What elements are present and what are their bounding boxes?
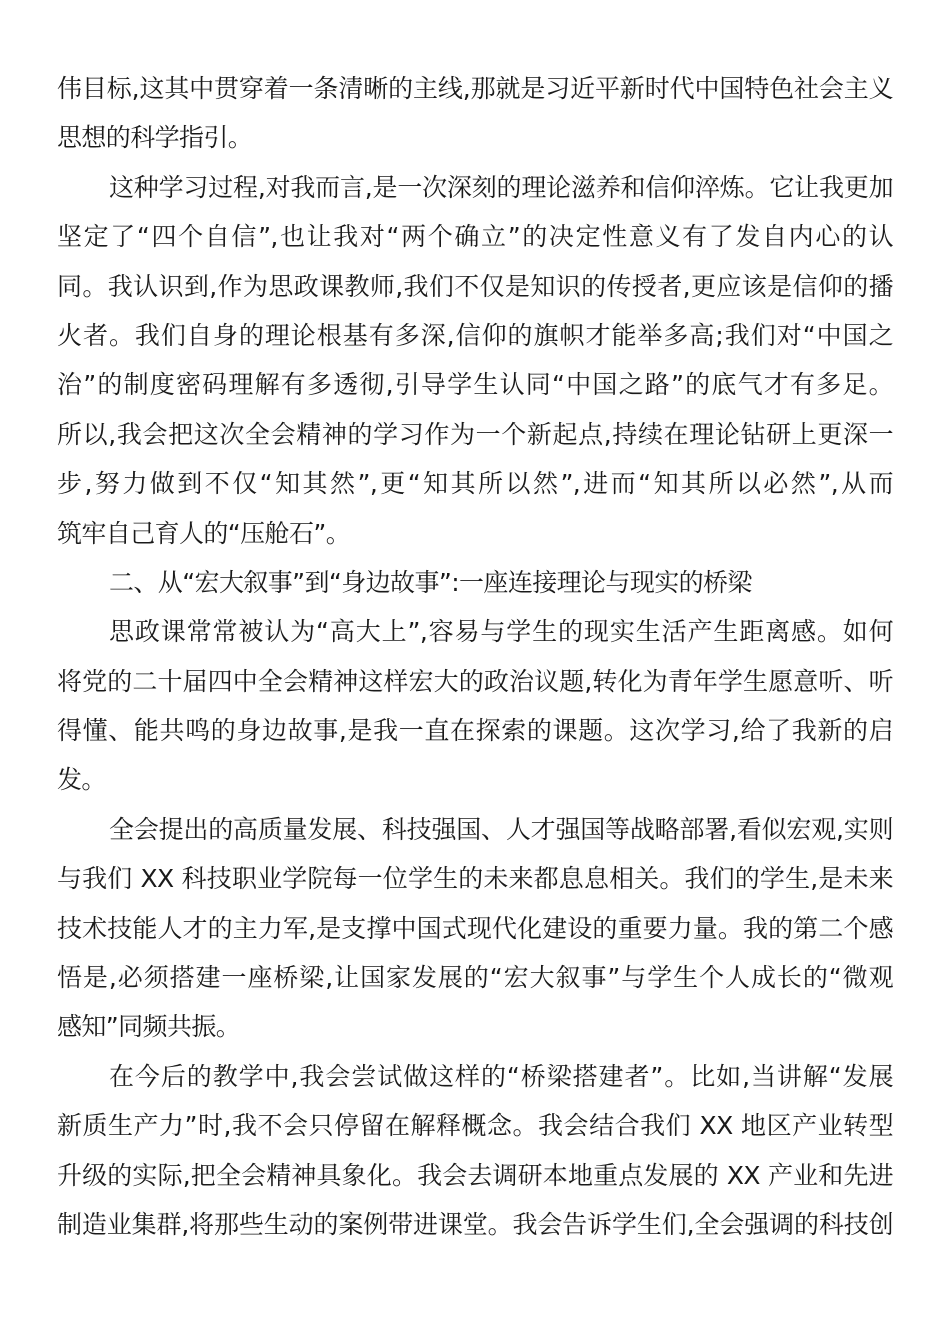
- text-line: 思政课常常被认为“高大上”,容易与学生的现实生活产生距离感。如何: [109, 617, 893, 647]
- text-line: 伟目标,这其中贯穿着一条清晰的主线,那就是习近平新时代中国特色社会主义: [57, 74, 893, 103]
- text-line: 得懂、能共鸣的身边故事,是我一直在探索的课题。这次学习,给了我新的启: [57, 716, 893, 746]
- paragraph-continuation: [57, 64, 893, 163]
- text-line: 治”的制度密码理解有多透彻,引导学生认同“中国之路”的底气才有多足。: [57, 370, 893, 400]
- text-line: 制造业集群,将那些生动的案例带进课堂。我会告诉学生们,全会强调的科技创: [57, 1209, 893, 1239]
- text-line: 感知”同频共振。: [57, 1012, 241, 1042]
- paragraph-distance: [57, 607, 893, 805]
- text-line: 技术技能人才的主力军,是支撑中国式现代化建设的重要力量。我的第二个感: [57, 913, 893, 943]
- text-line: 步,努力做到不仅“知其然”,更“知其所以然”,进而“知其所以必然”,从而: [57, 469, 893, 499]
- text-line: 将党的二十届四中全会精神这样宏大的政治议题,转化为青年学生愿意听、听: [57, 666, 893, 696]
- text-line: 思想的科学指引。: [57, 123, 253, 153]
- text-line: 坚定了“四个自信”,也让我对“两个确立”的决定性意义有了发自内心的认: [57, 222, 893, 252]
- paragraph-theory-study: [57, 163, 893, 558]
- text-line: 全会提出的高质量发展、科技强国、人才强国等战略部署,看似宏观,实则: [109, 814, 893, 844]
- text-line: 升级的实际,把全会精神具象化。我会去调研本地重点发展的 XX 产业和先进: [57, 1160, 893, 1190]
- document-page: [57, 64, 893, 1249]
- text-line: 悟是,必须搭建一座桥梁,让国家发展的“宏大叙事”与学生个人成长的“微观: [57, 963, 893, 993]
- text-line: 筑牢自己育人的“压舱石”。: [57, 518, 351, 548]
- text-line: 火者。我们自身的理论根基有多深,信仰的旗帜才能举多高;我们对“中国之: [57, 320, 893, 350]
- text-line: 所以,我会把这次全会精神的学习作为一个新起点,持续在理论钻研上更深一: [57, 419, 893, 449]
- text-line: 这种学习过程,对我而言,是一次深刻的理论滋养和信仰淬炼。它让我更加: [109, 172, 893, 202]
- text-line: 同。我认识到,作为思政课教师,我们不仅是知识的传授者,更应该是信仰的播: [57, 271, 893, 301]
- text-line: 在今后的教学中,我会尝试做这样的“桥梁搭建者”。比如,当讲解“发展: [109, 1061, 893, 1091]
- text-line: 新质生产力”时,我不会只停留在解释概念。我会结合我们 XX 地区产业转型: [57, 1111, 893, 1141]
- paragraph-strategy: [57, 805, 893, 1052]
- text-line: 发。: [57, 765, 106, 795]
- section-heading: 二、从“宏大叙事”到“身边故事”:一座连接理论与现实的桥梁: [109, 567, 752, 597]
- paragraph-bridge-builder: [57, 1052, 893, 1250]
- text-line: 与我们 XX 科技职业学院每一位学生的未来都息息相关。我们的学生,是未来: [57, 864, 893, 894]
